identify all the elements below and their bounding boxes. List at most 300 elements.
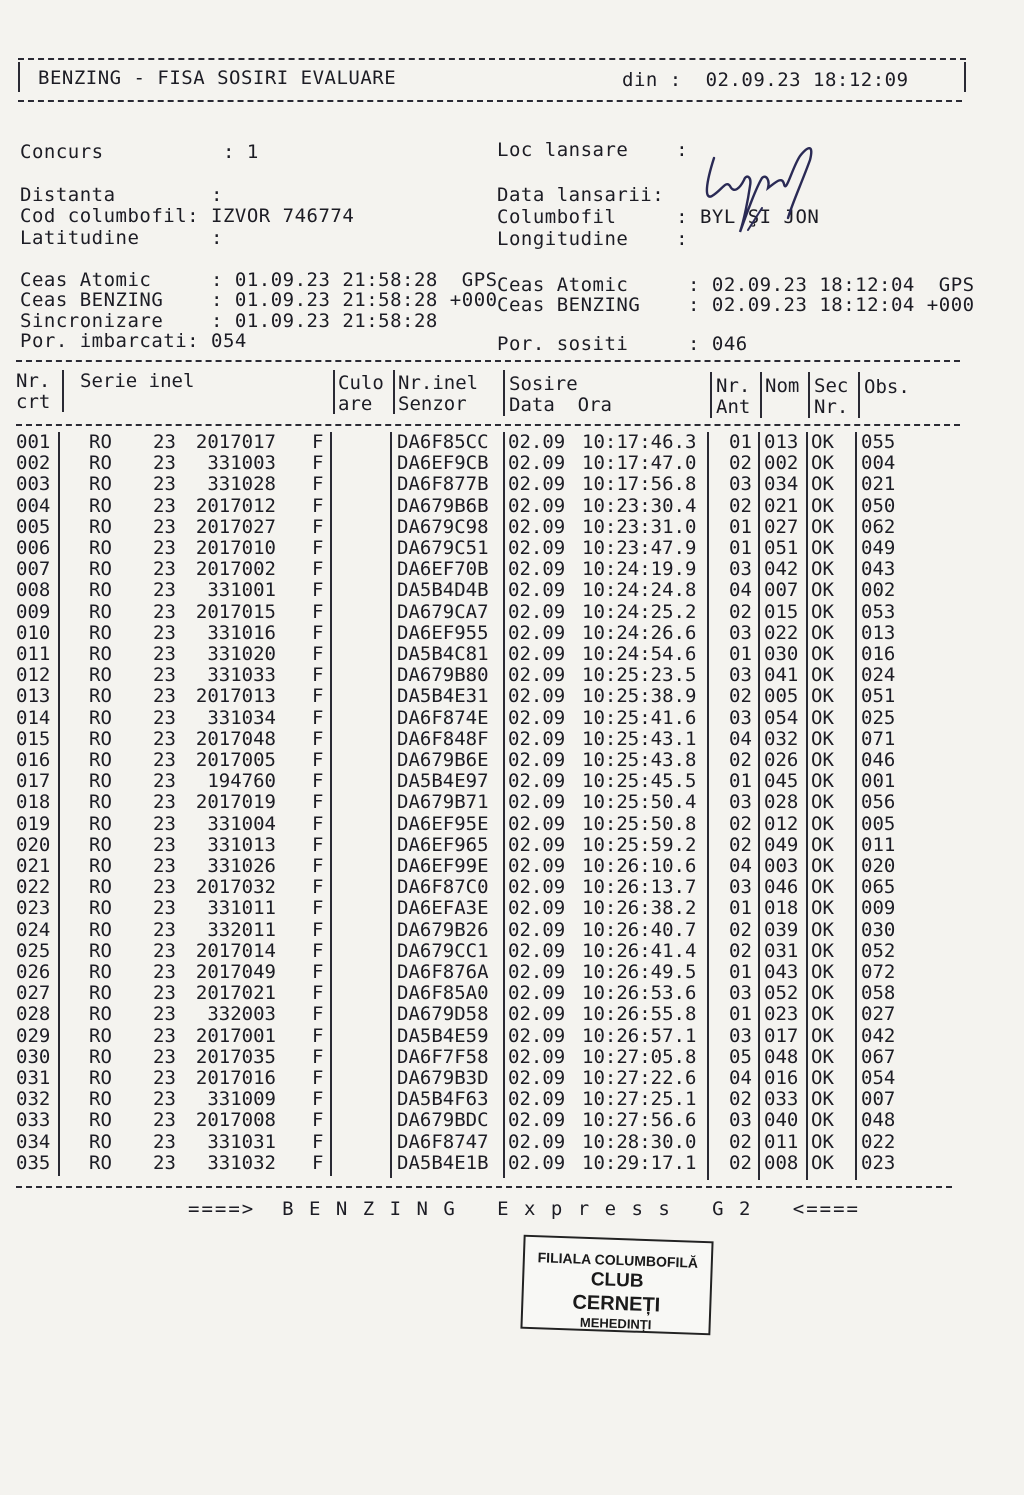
cell-country: RO bbox=[89, 1045, 112, 1068]
hdr-sep-6 bbox=[760, 372, 762, 418]
cell-time: 10:25:50.8 bbox=[582, 812, 697, 835]
cell-ant: 03 bbox=[729, 664, 752, 687]
cell-time: 10:26:49.5 bbox=[582, 961, 697, 983]
cell-ring: 2017010 bbox=[195, 537, 276, 559]
table-row bbox=[16, 792, 956, 813]
cell-sensor: DA679BDC bbox=[397, 1109, 489, 1132]
cell-time: 10:25:50.4 bbox=[582, 791, 697, 814]
cell-date: 02.09 bbox=[508, 791, 566, 814]
table-row bbox=[16, 920, 956, 941]
cell-sex: F bbox=[312, 1109, 324, 1132]
cell-obs: 023 bbox=[861, 1151, 896, 1174]
cell-sex: F bbox=[312, 855, 324, 877]
cell-sec: OK bbox=[811, 876, 834, 899]
cell-sensor: DA6EFA3E bbox=[397, 897, 489, 920]
cell-nom: 043 bbox=[764, 961, 799, 983]
cell-time: 10:27:05.8 bbox=[582, 1045, 697, 1068]
cell-obs: 043 bbox=[861, 558, 896, 581]
cell-nom: 003 bbox=[764, 855, 799, 877]
cell-nom: 031 bbox=[764, 939, 799, 962]
cell-ring: 2017027 bbox=[195, 515, 276, 538]
club-stamp bbox=[520, 1235, 713, 1336]
cell-time: 10:23:31.0 bbox=[582, 515, 697, 538]
cell-year: 23 bbox=[153, 1151, 176, 1174]
cell-sec: OK bbox=[811, 855, 834, 877]
cell-ring: 332011 bbox=[207, 918, 276, 941]
cell-country: RO bbox=[89, 1067, 112, 1089]
cell-sex: F bbox=[312, 452, 324, 475]
cell-date: 02.09 bbox=[508, 833, 566, 856]
cell-ant: 02 bbox=[729, 812, 752, 835]
table-row bbox=[16, 1026, 956, 1047]
cell-date: 02.09 bbox=[508, 1045, 566, 1068]
cell-ring: 332003 bbox=[207, 1003, 276, 1026]
porumbei-sositi: Por. sositi : 046 bbox=[497, 333, 748, 355]
hdr-sep-1 bbox=[62, 370, 64, 412]
cell-sensor: DA679B6B bbox=[397, 494, 489, 517]
cell-time: 10:26:53.6 bbox=[582, 982, 697, 1005]
cell-sex: F bbox=[312, 812, 324, 835]
cell-year: 23 bbox=[153, 579, 176, 602]
table-row bbox=[16, 1047, 956, 1068]
table-row bbox=[16, 517, 956, 538]
body-sep-4 bbox=[503, 432, 505, 1178]
cell-obs: 005 bbox=[861, 812, 896, 835]
cell-sex: F bbox=[312, 515, 324, 538]
cell-sensor: DA6F87C0 bbox=[397, 876, 489, 899]
cell-ant: 04 bbox=[729, 579, 752, 602]
cell-sex: F bbox=[312, 961, 324, 983]
cell-nr: 009 bbox=[16, 600, 51, 623]
cell-year: 23 bbox=[153, 494, 176, 517]
cell-year: 23 bbox=[153, 664, 176, 687]
cell-sec: OK bbox=[811, 600, 834, 623]
cell-ant: 02 bbox=[729, 600, 752, 623]
table-row bbox=[16, 771, 956, 792]
cell-time: 10:25:43.8 bbox=[582, 749, 697, 771]
cell-obs: 022 bbox=[861, 1130, 896, 1153]
cell-ring: 331033 bbox=[207, 664, 276, 687]
cell-sex: F bbox=[312, 621, 324, 644]
cell-ant: 03 bbox=[729, 876, 752, 899]
table-row bbox=[16, 665, 956, 686]
cell-sex: F bbox=[312, 685, 324, 708]
cell-nr: 034 bbox=[16, 1130, 51, 1153]
cell-date: 02.09 bbox=[508, 664, 566, 687]
cell-ring: 2017013 bbox=[195, 685, 276, 708]
cell-sex: F bbox=[312, 494, 324, 517]
cell-nom: 002 bbox=[764, 452, 799, 475]
cell-nom: 012 bbox=[764, 812, 799, 835]
cell-obs: 054 bbox=[861, 1067, 896, 1089]
cell-nom: 042 bbox=[764, 558, 799, 581]
cell-date: 02.09 bbox=[508, 473, 566, 496]
cell-time: 10:25:59.2 bbox=[582, 833, 697, 856]
cell-ant: 03 bbox=[729, 558, 752, 581]
cell-nom: 048 bbox=[764, 1045, 799, 1068]
cell-year: 23 bbox=[153, 939, 176, 962]
cell-date: 02.09 bbox=[508, 749, 566, 771]
report-title: BENZING - FISA SOSIRI EVALUARE bbox=[38, 67, 397, 89]
cell-ant: 02 bbox=[729, 452, 752, 475]
cell-time: 10:26:57.1 bbox=[582, 1024, 697, 1047]
cell-time: 10:23:30.4 bbox=[582, 494, 697, 517]
cell-time: 10:26:10.6 bbox=[582, 855, 697, 877]
cell-obs: 009 bbox=[861, 897, 896, 920]
cell-sec: OK bbox=[811, 706, 834, 729]
cell-ring: 331003 bbox=[207, 452, 276, 475]
cell-sensor: DA6F85A0 bbox=[397, 982, 489, 1005]
cell-nr: 003 bbox=[16, 473, 51, 496]
table-row bbox=[16, 962, 956, 983]
cell-obs: 027 bbox=[861, 1003, 896, 1026]
cell-nr: 002 bbox=[16, 452, 51, 475]
cell-nom: 028 bbox=[764, 791, 799, 814]
cell-time: 10:23:47.9 bbox=[582, 537, 697, 559]
cell-ring: 331016 bbox=[207, 621, 276, 644]
cell-time: 10:26:13.7 bbox=[582, 876, 697, 899]
cell-nr: 023 bbox=[16, 897, 51, 920]
stamp-line-3: CERNEȚI bbox=[572, 1291, 661, 1317]
col-obs: Obs. bbox=[864, 376, 910, 398]
cell-sex: F bbox=[312, 706, 324, 729]
cell-ant: 01 bbox=[729, 431, 752, 453]
cell-sex: F bbox=[312, 1151, 324, 1174]
cell-country: RO bbox=[89, 770, 112, 793]
cell-time: 10:27:25.1 bbox=[582, 1088, 697, 1111]
cell-year: 23 bbox=[153, 855, 176, 877]
cell-obs: 011 bbox=[861, 833, 896, 856]
cell-nr: 026 bbox=[16, 961, 51, 983]
cell-time: 10:25:41.6 bbox=[582, 706, 697, 729]
cell-sensor: DA679B26 bbox=[397, 918, 489, 941]
table-row bbox=[16, 983, 956, 1004]
cell-country: RO bbox=[89, 1003, 112, 1026]
cell-ant: 03 bbox=[729, 1024, 752, 1047]
cell-obs: 049 bbox=[861, 537, 896, 559]
cell-ring: 331028 bbox=[207, 473, 276, 496]
table-row bbox=[16, 453, 956, 474]
cell-sensor: DA6F8747 bbox=[397, 1130, 489, 1153]
cell-ring: 331020 bbox=[207, 643, 276, 665]
table-row bbox=[16, 750, 956, 771]
info-data-lansarii: Data lansarii: bbox=[497, 184, 665, 206]
cell-year: 23 bbox=[153, 1045, 176, 1068]
cell-year: 23 bbox=[153, 515, 176, 538]
cell-ant: 03 bbox=[729, 473, 752, 496]
cell-nr: 016 bbox=[16, 749, 51, 771]
cell-ring: 331031 bbox=[207, 1130, 276, 1153]
cell-date: 02.09 bbox=[508, 1151, 566, 1174]
cell-sec: OK bbox=[811, 1067, 834, 1089]
cell-date: 02.09 bbox=[508, 982, 566, 1005]
cell-sex: F bbox=[312, 939, 324, 962]
cell-nr: 006 bbox=[16, 537, 51, 559]
cell-ant: 02 bbox=[729, 685, 752, 708]
table-row bbox=[16, 1004, 956, 1025]
cell-country: RO bbox=[89, 706, 112, 729]
cell-ant: 03 bbox=[729, 621, 752, 644]
cell-nom: 032 bbox=[764, 727, 799, 750]
cell-year: 23 bbox=[153, 749, 176, 771]
cell-sex: F bbox=[312, 600, 324, 623]
cell-ring: 331032 bbox=[207, 1151, 276, 1174]
cell-nom: 033 bbox=[764, 1088, 799, 1111]
cell-obs: 020 bbox=[861, 855, 896, 877]
info-distanta: Distanta : bbox=[20, 184, 223, 206]
cell-nr: 007 bbox=[16, 558, 51, 581]
cell-country: RO bbox=[89, 1088, 112, 1111]
cell-year: 23 bbox=[153, 770, 176, 793]
cell-sec: OK bbox=[811, 1003, 834, 1026]
cell-year: 23 bbox=[153, 452, 176, 475]
cell-ant: 01 bbox=[729, 1003, 752, 1026]
cell-obs: 067 bbox=[861, 1045, 896, 1068]
table-row bbox=[16, 1110, 956, 1131]
cell-obs: 013 bbox=[861, 621, 896, 644]
cell-time: 10:24:24.8 bbox=[582, 579, 697, 602]
cell-sex: F bbox=[312, 727, 324, 750]
cell-ring: 2017021 bbox=[195, 982, 276, 1005]
table-row bbox=[16, 623, 956, 644]
cell-date: 02.09 bbox=[508, 600, 566, 623]
table-row bbox=[16, 941, 956, 962]
cell-country: RO bbox=[89, 812, 112, 835]
cell-country: RO bbox=[89, 431, 112, 453]
cell-nom: 041 bbox=[764, 664, 799, 687]
col-nr-inel-senzor: Nr.inel Senzor bbox=[398, 372, 479, 415]
cell-nr: 008 bbox=[16, 579, 51, 602]
cell-sensor: DA5B4D4B bbox=[397, 579, 489, 602]
cell-nr: 011 bbox=[16, 643, 51, 665]
cell-sensor: DA679CA7 bbox=[397, 600, 489, 623]
cell-ring: 2017001 bbox=[195, 1024, 276, 1047]
cell-nom: 015 bbox=[764, 600, 799, 623]
cell-nr: 010 bbox=[16, 621, 51, 644]
cell-nom: 023 bbox=[764, 1003, 799, 1026]
cell-country: RO bbox=[89, 1130, 112, 1153]
cell-obs: 007 bbox=[861, 1088, 896, 1111]
cell-sensor: DA6EF70B bbox=[397, 558, 489, 581]
cell-sex: F bbox=[312, 1088, 324, 1111]
cell-obs: 030 bbox=[861, 918, 896, 941]
cell-obs: 053 bbox=[861, 600, 896, 623]
cell-ant: 03 bbox=[729, 791, 752, 814]
cell-year: 23 bbox=[153, 791, 176, 814]
cell-ring: 2017035 bbox=[195, 1045, 276, 1068]
cell-ant: 02 bbox=[729, 494, 752, 517]
cell-ring: 2017014 bbox=[195, 939, 276, 962]
table-row bbox=[16, 729, 956, 750]
table-header-rule bbox=[16, 424, 960, 426]
cell-sex: F bbox=[312, 1067, 324, 1089]
cell-nom: 005 bbox=[764, 685, 799, 708]
body-sep-8 bbox=[855, 432, 857, 1180]
cell-year: 23 bbox=[153, 558, 176, 581]
porumbei-imbarcati: Por. imbarcati: 054 bbox=[20, 330, 247, 352]
cell-year: 23 bbox=[153, 897, 176, 920]
cell-time: 10:24:25.2 bbox=[582, 600, 697, 623]
cell-sex: F bbox=[312, 643, 324, 665]
cell-year: 23 bbox=[153, 982, 176, 1005]
cell-country: RO bbox=[89, 537, 112, 559]
cell-year: 23 bbox=[153, 833, 176, 856]
cell-ant: 04 bbox=[729, 1067, 752, 1089]
cell-nr: 030 bbox=[16, 1045, 51, 1068]
cell-sensor: DA6EF95E bbox=[397, 812, 489, 835]
cell-ring: 331026 bbox=[207, 855, 276, 877]
cell-sec: OK bbox=[811, 579, 834, 602]
cell-nom: 052 bbox=[764, 982, 799, 1005]
cell-nr: 005 bbox=[16, 515, 51, 538]
cell-time: 10:24:19.9 bbox=[582, 558, 697, 581]
cell-sec: OK bbox=[811, 1130, 834, 1153]
cell-ant: 02 bbox=[729, 918, 752, 941]
cell-year: 23 bbox=[153, 537, 176, 559]
cell-sec: OK bbox=[811, 537, 834, 559]
cell-date: 02.09 bbox=[508, 1067, 566, 1089]
cell-time: 10:24:54.6 bbox=[582, 643, 697, 665]
cell-sex: F bbox=[312, 982, 324, 1005]
cell-date: 02.09 bbox=[508, 431, 566, 453]
cell-nom: 039 bbox=[764, 918, 799, 941]
hdr-sep-5 bbox=[710, 372, 712, 418]
cell-date: 02.09 bbox=[508, 685, 566, 708]
cell-ring: 2017008 bbox=[195, 1109, 276, 1132]
cell-nom: 040 bbox=[764, 1109, 799, 1132]
cell-time: 10:17:56.8 bbox=[582, 473, 697, 496]
cell-sec: OK bbox=[811, 431, 834, 453]
cell-date: 02.09 bbox=[508, 515, 566, 538]
table-row bbox=[16, 496, 956, 517]
cell-sex: F bbox=[312, 770, 324, 793]
cell-sec: OK bbox=[811, 833, 834, 856]
cell-nr: 013 bbox=[16, 685, 51, 708]
cell-nr: 029 bbox=[16, 1024, 51, 1047]
cell-ant: 02 bbox=[729, 1151, 752, 1174]
body-sep-2 bbox=[330, 432, 332, 1176]
title-right-border bbox=[964, 62, 966, 92]
table-row bbox=[16, 686, 956, 707]
table-row bbox=[16, 1068, 956, 1089]
cell-sensor: DA679C51 bbox=[397, 537, 489, 559]
cell-ant: 04 bbox=[729, 727, 752, 750]
cell-country: RO bbox=[89, 749, 112, 771]
table-row bbox=[16, 856, 956, 877]
cell-sensor: DA5B4C81 bbox=[397, 643, 489, 665]
cell-date: 02.09 bbox=[508, 812, 566, 835]
info-loc-lansare: Loc lansare : bbox=[497, 139, 689, 161]
cell-sensor: DA6F876A bbox=[397, 961, 489, 983]
cell-ring: 2017005 bbox=[195, 749, 276, 771]
cell-sensor: DA6EF9CB bbox=[397, 452, 489, 475]
cell-sex: F bbox=[312, 431, 324, 453]
cell-sec: OK bbox=[811, 791, 834, 814]
cell-country: RO bbox=[89, 727, 112, 750]
cell-nom: 027 bbox=[764, 515, 799, 538]
cell-sex: F bbox=[312, 1024, 324, 1047]
cell-country: RO bbox=[89, 939, 112, 962]
cell-year: 23 bbox=[153, 621, 176, 644]
cell-date: 02.09 bbox=[508, 939, 566, 962]
cell-nr: 001 bbox=[16, 431, 51, 453]
cell-time: 10:25:45.5 bbox=[582, 770, 697, 793]
cell-year: 23 bbox=[153, 961, 176, 983]
stamp-line-1: FILIALA COLUMBOFILĂ bbox=[537, 1249, 699, 1271]
ceas-atomic-start: Ceas Atomic : 01.09.23 21:58:28 GPS bbox=[20, 269, 498, 291]
cell-obs: 025 bbox=[861, 706, 896, 729]
cell-nr: 022 bbox=[16, 876, 51, 899]
cell-ring: 2017017 bbox=[195, 431, 276, 453]
col-culoare: Culo are bbox=[338, 372, 384, 415]
cell-country: RO bbox=[89, 1151, 112, 1174]
cell-sec: OK bbox=[811, 961, 834, 983]
cell-time: 10:27:22.6 bbox=[582, 1067, 697, 1089]
table-top-rule bbox=[16, 360, 960, 362]
cell-nr: 014 bbox=[16, 706, 51, 729]
cell-sensor: DA679C98 bbox=[397, 515, 489, 538]
info-cod-columbofil: Cod columbofil: IZVOR 746774 bbox=[20, 205, 355, 227]
cell-ring: 2017016 bbox=[195, 1067, 276, 1089]
cell-country: RO bbox=[89, 558, 112, 581]
cell-ant: 01 bbox=[729, 961, 752, 983]
cell-sensor: DA679B3D bbox=[397, 1067, 489, 1089]
cell-sec: OK bbox=[811, 643, 834, 665]
cell-nom: 022 bbox=[764, 621, 799, 644]
cell-time: 10:29:17.1 bbox=[582, 1151, 697, 1174]
cell-sex: F bbox=[312, 558, 324, 581]
cell-nom: 054 bbox=[764, 706, 799, 729]
cell-ring: 331013 bbox=[207, 833, 276, 856]
cell-country: RO bbox=[89, 664, 112, 687]
cell-date: 02.09 bbox=[508, 897, 566, 920]
cell-ring: 331011 bbox=[207, 897, 276, 920]
cell-date: 02.09 bbox=[508, 621, 566, 644]
cell-sensor: DA6F85CC bbox=[397, 431, 489, 453]
cell-sec: OK bbox=[811, 473, 834, 496]
cell-sex: F bbox=[312, 876, 324, 899]
cell-obs: 016 bbox=[861, 643, 896, 665]
cell-country: RO bbox=[89, 1024, 112, 1047]
cell-date: 02.09 bbox=[508, 855, 566, 877]
cell-year: 23 bbox=[153, 643, 176, 665]
cell-sensor: DA5B4E1B bbox=[397, 1151, 489, 1174]
cell-nr: 031 bbox=[16, 1067, 51, 1089]
cell-time: 10:26:55.8 bbox=[582, 1003, 697, 1026]
cell-sex: F bbox=[312, 833, 324, 856]
cell-nr: 032 bbox=[16, 1088, 51, 1111]
title-top-rule bbox=[18, 58, 966, 60]
cell-obs: 021 bbox=[861, 473, 896, 496]
cell-sec: OK bbox=[811, 621, 834, 644]
cell-ant: 02 bbox=[729, 1130, 752, 1153]
cell-sec: OK bbox=[811, 749, 834, 771]
hdr-sep-2 bbox=[333, 370, 335, 414]
cell-sex: F bbox=[312, 918, 324, 941]
cell-time: 10:24:26.6 bbox=[582, 621, 697, 644]
table-row bbox=[16, 432, 956, 453]
signature-icon bbox=[696, 138, 822, 236]
cell-obs: 072 bbox=[861, 961, 896, 983]
cell-sec: OK bbox=[811, 1109, 834, 1132]
cell-sec: OK bbox=[811, 770, 834, 793]
cell-sec: OK bbox=[811, 494, 834, 517]
cell-sex: F bbox=[312, 473, 324, 496]
body-sep-3 bbox=[390, 432, 392, 1178]
cell-date: 02.09 bbox=[508, 706, 566, 729]
cell-date: 02.09 bbox=[508, 918, 566, 941]
cell-sensor: DA679B80 bbox=[397, 664, 489, 687]
